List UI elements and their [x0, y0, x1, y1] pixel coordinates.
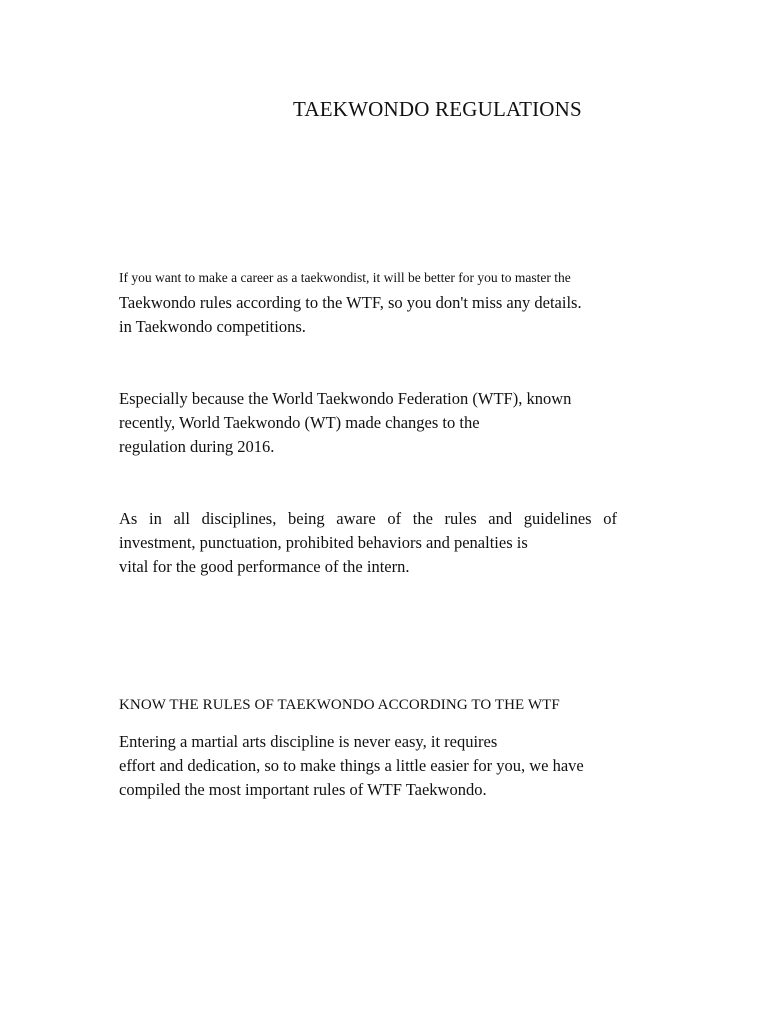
- paragraph-4-line-3: compiled the most important rules of WTF Taekwondo.: [119, 780, 487, 799]
- paragraph-3-line-2: investment, punctuation, prohibited behaviors and penalties is: [119, 533, 528, 552]
- paragraph-2-line-3: regulation during 2016.: [119, 437, 275, 456]
- paragraph-1-line-1: If you want to make a career as a taekwondist, it will be better for you to master the: [119, 270, 571, 285]
- section-heading: KNOW THE RULES OF TAEKWONDO ACCORDING TO THE WTF: [119, 697, 560, 713]
- paragraph-2-line-1: Especially because the World Taekwondo Federation (WTF), known: [119, 389, 572, 408]
- paragraph-3-line-3: vital for the good performance of the intern.: [119, 557, 410, 576]
- paragraph-4-line-1: Entering a martial arts discipline is never easy, it requires: [119, 732, 498, 751]
- paragraph-4-line-2: effort and dedication, so to make things a little easier for you, we have: [119, 756, 584, 775]
- paragraph-3-line-1: As in all disciplines, being aware of the rules and guidelines of: [119, 509, 617, 528]
- paragraph-1-line-3: in Taekwondo competitions.: [119, 317, 306, 336]
- paragraph-2-line-2: recently, World Taekwondo (WT) made changes to the: [119, 413, 480, 432]
- document-title: TAEKWONDO REGULATIONS: [293, 97, 582, 121]
- paragraph-1-line-2: Taekwondo rules according to the WTF, so you don't miss any details.: [119, 293, 582, 312]
